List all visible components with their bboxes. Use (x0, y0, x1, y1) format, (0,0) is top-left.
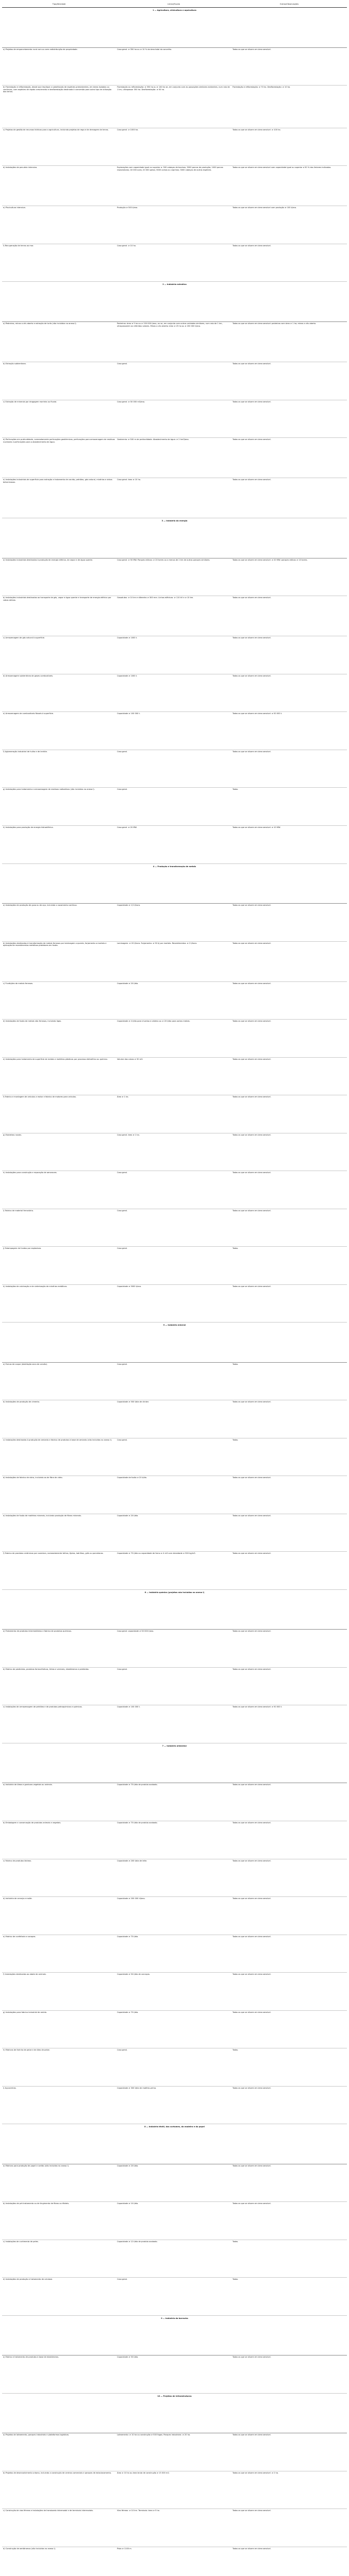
cell-threshold: Capacidade ≥ 75 t/dia de produto acabado. (116, 1821, 231, 1859)
cell-project-type: e) Armazenagem de combustíveis fósseis à superfície. (2, 712, 116, 750)
table-row (2, 2547, 347, 2576)
cell-threshold: Capacidade ≥ 200 000 hl/ano. (116, 1897, 231, 1935)
cell-notes: Todos os que se situem em área sensível. (231, 2433, 347, 2471)
cell-threshold: Caso geral. (116, 362, 231, 400)
cell-notes: Todas as que se situem em área sensível. (231, 941, 347, 981)
table-row (2, 1552, 347, 1590)
table-row (2, 1859, 347, 1897)
table-row (2, 128, 347, 166)
cell-project-type: c) Instalações de curtimenta de peles. (2, 2240, 116, 2278)
cell-notes: Todas as que se situem em área sensível. (231, 1821, 347, 1859)
cell-threshold: Caso geral. (116, 1667, 231, 1705)
cell-project-type: c) Projetos de gestão de recursos hídricos para a agricultura, incluindo projetos de rega e de drenagem de terras. (2, 128, 116, 166)
cell-project-type: a) Instalações de produção de gusa ou de aço, incluindo o vazamento contínuo. (2, 904, 116, 942)
table-row (2, 206, 347, 244)
cell-threshold: Capacidade ≥ 75 t/dia. (116, 1935, 231, 1973)
section-title: 8 — Indústria têxtil, dos curtumes, da madeira e do papel (2, 2124, 347, 2164)
table-row (2, 321, 347, 362)
cell-project-type: e) Fabrico de confeitaria e xaropes. (2, 1935, 116, 1973)
cell-project-type: c) Instalações de armazenagem de petróleo e de produtos petroquímicos e químicos. (2, 1705, 116, 1743)
table-row (2, 788, 347, 826)
cell-project-type: k) Instalações de calcinação e de sinterização de minérios metálicos. (2, 1284, 116, 1323)
table-row (2, 2433, 347, 2471)
cell-notes: Todos os que se situem em área sensível. (231, 244, 347, 282)
table-row (2, 2086, 347, 2124)
table-row (2, 712, 347, 750)
cell-notes: Todas as que se situem em área sensível: pedreiras com área ≥ 1 ha; minas a céu aberto. (231, 321, 347, 362)
cell-project-type: f) Instalações destinadas ao abate de animais. (2, 1973, 116, 2011)
cell-project-type: c) Fabrico de produtos lácteos. (2, 1859, 116, 1897)
section-heading-row (2, 2315, 347, 2355)
cell-project-type: f) Aglomeração industrial de hulha e de lenhite. (2, 750, 116, 788)
cell-threshold: Caso geral. (116, 2048, 231, 2087)
cell-notes: Todas as que se situem em área sensível. (231, 362, 347, 400)
cell-notes: Todas as que se situem em área sensível. (231, 1935, 347, 1973)
cell-threshold: Pista ≥ 1100 m. (116, 2547, 231, 2576)
cell-notes: Todas as que se situem em área sensível. (231, 1476, 347, 1514)
table-row (2, 244, 347, 282)
table-row (2, 981, 347, 1020)
cell-threshold: Área ≥ 10 ha ou área bruta de construção ≥ 15 000 m2. (116, 2471, 231, 2509)
cell-notes: Todos os que se situem em área sensível. (231, 1095, 347, 1133)
section-heading-row (2, 1323, 347, 1363)
cell-threshold: Laminagem: ≥ 20 t/hora. Forjamento: ≥ 50 kJ por martelo. Revestimentos: ≥ 2 t/hora. (116, 941, 231, 981)
cell-notes: Todas as que se situem em área sensível. (231, 438, 347, 478)
cell-notes: Todos os que se situem em área sensível. (231, 2509, 347, 2547)
cell-threshold: Gasodutos: ≥ 10 km e diâmetro ≥ 300 mm. Linhas elétricas: ≥ 110 kV e ≥ 10 km. (116, 596, 231, 636)
cell-threshold: Capacidade ≥ 50 t/dia de carcaças. (116, 1973, 231, 2011)
cell-threshold: Caso geral: ≥ 20 MW. (116, 825, 231, 863)
cell-notes: Todos os que se situem em área sensível. (231, 2547, 347, 2576)
cell-project-type: h) Instalações para produção de energia hidroelétrica. (2, 825, 116, 863)
cell-threshold: Capacidade ≥ 2,5 t/hora. (116, 904, 231, 942)
cell-project-type: h) Fábricas de farinha de peixe e de óleo de peixe. (2, 2048, 116, 2087)
section-heading-row (2, 282, 347, 322)
table-row (2, 1133, 347, 1171)
cell-notes: Todos os que se situem em área sensível com capacidade igual ou superior a 50 % dos limiares indicados. (231, 166, 347, 206)
cell-project-type: b) Fabrico de pesticidas, produtos farmacêuticos, tintas e vernizes, elastómeros e peróxidos. (2, 1667, 116, 1705)
section-title: 1 — Agricultura, silvicultura e aquicultura (2, 8, 347, 48)
table-row (2, 400, 347, 438)
cell-project-type: d) Construção de aeródromos (não incluídos no anexo I). (2, 2547, 116, 2576)
table-row (2, 47, 347, 86)
section-title: 3 — Indústria da energia (2, 518, 347, 558)
cell-threshold: Capacidade ≥ 4 t/dia para chumbo e cádmio ou ≥ 20 t/dia para outros metais. (116, 1020, 231, 1058)
section-heading-row (2, 8, 347, 48)
cell-project-type: c) Armazenagem de gás natural à superfície. (2, 636, 116, 674)
cell-project-type: b) Instalações de pré-tratamento ou de tingimento de fibras ou têxteis. (2, 2202, 116, 2240)
cell-project-type: d) Armazenagem subterrânea de gases combustíveis. (2, 674, 116, 712)
cell-notes: Todas as que se situem em área sensível. (231, 1284, 347, 1323)
cell-project-type: b) Florestação e reflorestação, desde que implique a substituição de espécies preexistentes, em áreas isoladas ou contínuas, com espécies de rápido crescimento e desflorestação destinada à conversão para outro tipo de utilização das terras. (2, 86, 116, 128)
cell-threshold: Explorações com capacidade igual ou superior a: 500 cabeças de bovinos; 3000 porcos de produção; 1000 porcas reprodutoras; 40 000 aves; 20 000 patos; 3000 ovinos ou caprinos; 3000 cabeças de outras espécies. (116, 166, 231, 206)
table-row (2, 1362, 347, 1400)
annex-table (2, 2, 347, 2576)
section-title: 2 — Indústria extrativa (2, 282, 347, 322)
cell-notes: Todas. (231, 2240, 347, 2278)
cell-notes: Todas. (231, 1438, 347, 1476)
table-row (2, 1514, 347, 1552)
cell-project-type: e) Instalações de fusão de matérias minerais, incluindo produção de fibras minerais. (2, 1514, 116, 1552)
cell-notes: Todos os que se situem em área sensível. (231, 1133, 347, 1171)
table-row (2, 1020, 347, 1058)
cell-project-type: a) Projetos de loteamento, parques industriais e plataformas logísticas. (2, 2433, 116, 2471)
section-heading-row (2, 2124, 347, 2164)
column-header-notes: Outras/Observações (231, 2, 347, 8)
cell-notes: Todas as que se situem em área sensível. (231, 596, 347, 636)
table-row (2, 941, 347, 981)
cell-notes: Todos os que se situem em área sensível. (231, 1209, 347, 1247)
cell-project-type: e) Instalações para tratamento de superfície de metais e matérias plásticas por processo eletrolítico ou químico. (2, 1057, 116, 1095)
cell-project-type: a) Instalações industriais destinadas à produção de energia elétrica, de vapor e de água quente. (2, 558, 116, 596)
cell-project-type: b) Extração subterrânea. (2, 362, 116, 400)
cell-notes: Todas as que se situem em área sensível: ≥ 50 000 t. (231, 1705, 347, 1743)
cell-threshold: Vias férreas: ≥ 10 km. Terminais: área ≥ 5 ha. (116, 2509, 231, 2547)
table-row (2, 1057, 347, 1095)
table-row (2, 1247, 347, 1285)
section-heading-row (2, 518, 347, 558)
cell-notes: Todos. (231, 1362, 347, 1400)
cell-threshold: Caso geral: ≥ 350 ha ou ≥ 10 % da área total do concelho. (116, 47, 231, 86)
cell-notes: Todas as que se situem em área sensível. (231, 1400, 347, 1438)
cell-notes: Todos os que se situem em área sensível. (231, 2355, 347, 2394)
cell-project-type: a) Pedreiras, minas a céu aberto e extração de turfa (não incluídos no anexo I). (2, 321, 116, 362)
cell-notes: Todas as que se situem em área sensível. (231, 1552, 347, 1590)
column-header-type: Tipo/Atividade (2, 2, 116, 8)
section-heading-row (2, 1743, 347, 1783)
cell-project-type: f) Fabrico e montagem de veículos a motor e fabrico de motores para veículos. (2, 1095, 116, 1133)
cell-project-type: f) Fabrico de produtos cerâmicos por cozedura, nomeadamente telhas, tijolos, ladrilhos, grés ou porcelanas. (2, 1552, 116, 1590)
cell-notes: Todos. (231, 1247, 347, 1285)
cell-project-type: i) Açucareiras. (2, 2086, 116, 2124)
cell-notes: Todas as que se situem em área sensível. (231, 2086, 347, 2124)
cell-project-type: i) Fabrico de material ferroviário. (2, 1209, 116, 1247)
table-row (2, 2509, 347, 2547)
cell-notes: Todos os que se situem em área sensível. (231, 47, 347, 86)
cell-notes: Todos os que se situem em área sensível. (231, 750, 347, 788)
cell-notes: Todas as que se situem em área sensível. (231, 1783, 347, 1821)
cell-notes: Todas as que se situem em área sensível. (231, 478, 347, 518)
cell-threshold: Capacidade ≥ 10 t/dia. (116, 2202, 231, 2240)
cell-threshold: Capacidade ≥ 200 t/dia de leite. (116, 1859, 231, 1897)
table-body (2, 8, 347, 2576)
cell-project-type: b) Projetos de desenvolvimento urbano, incluindo a construção de centros comerciais e parques de estacionamento. (2, 2471, 116, 2509)
cell-project-type: c) Extração de minerais por dragagem marinha ou fluvial. (2, 400, 116, 438)
cell-project-type: b) Instalações de produção de cimento. (2, 1400, 116, 1438)
cell-notes: Todas. (231, 2048, 347, 2087)
cell-project-type: g) Instalações para tratamento e armazenagem de resíduos radioativos (não incluídas no anexo I). (2, 788, 116, 826)
cell-threshold: Capacidade ≥ 75 t/dia ou capacidade de forno ≥ 4 m3 com densidade ≥ 300 kg/m3. (116, 1552, 231, 1590)
cell-threshold: Área ≥ 1 ha. (116, 1095, 231, 1133)
section-heading-row (2, 1589, 347, 1630)
cell-notes: Todas as que se situem em área sensível: ≥ 10 MW. (231, 825, 347, 863)
cell-notes: Todas as que se situem em área sensível. (231, 1057, 347, 1095)
table-row (2, 2278, 347, 2316)
cell-notes: Todas as que se situem em área sensível. (231, 1973, 347, 2011)
cell-threshold: Caso geral: ≥ 10 ha. (116, 244, 231, 282)
cell-threshold: Capacidade ≥ 300 t/dia de matéria-prima. (116, 2086, 231, 2124)
cell-notes: Todas as que se situem em área sensível. (231, 1171, 347, 1209)
cell-project-type: a) Fornos de coque (destilação seca de carvão). (2, 1362, 116, 1400)
cell-threshold: Caso geral. (116, 2278, 231, 2316)
cell-notes: Todas. (231, 788, 347, 826)
table-row (2, 750, 347, 788)
cell-threshold: Caso geral: ≥ 1000 ha. (116, 128, 231, 166)
cell-notes: Todos os que se situem em área sensível. (231, 636, 347, 674)
cell-threshold: Florestação ou reflorestação: ≥ 350 ha ou ≥ 140 ha se, em conjunto com as povoações similares existentes, num raio de 1 km, ultrapassar 350 ha. Desflorestação: ≥ 50 ha. (116, 86, 231, 128)
cell-project-type: b) Embalagem e conservação de produtos animais e vegetais. (2, 1821, 116, 1859)
cell-project-type: d) Instalações de produção e tratamento de celulose. (2, 2278, 116, 2316)
table-row (2, 1667, 347, 1705)
cell-threshold: Caso geral. (116, 1209, 231, 1247)
table-row (2, 1476, 347, 1514)
table-row (2, 1171, 347, 1209)
cell-threshold: Capacidade ≥ 75 t/dia. (116, 2010, 231, 2048)
cell-project-type: c) Instalações destinadas à produção de amianto e fabrico de produtos à base de amianto (não incluídas no anexo I). (2, 1438, 116, 1476)
cell-project-type: f) Recuperação de terras ao mar. (2, 244, 116, 282)
cell-notes: Todas. (231, 2278, 347, 2316)
cell-notes: Todas as que se situem em área sensível. (231, 2202, 347, 2240)
document-page (2, 2, 347, 2576)
cell-notes: Todos os que se situem em área sensível: ≥ 50 000 t. (231, 712, 347, 750)
section-title: 6 — Indústria química (projetos não incluídos no anexo I) (2, 1589, 347, 1630)
table-row (2, 1438, 347, 1476)
cell-threshold: Caso geral: ≥ 50 MW. Parques eólicos: ≥ 20 torres ou a menos de 2 km de outros parques similares. (116, 558, 231, 596)
table-row (2, 2355, 347, 2394)
cell-threshold: Capacidade ≥ 500 t/dia de clinker. (116, 1400, 231, 1438)
table-row (2, 2471, 347, 2509)
table-row (2, 1783, 347, 1821)
cell-notes: Todos os que se situem em área sensível: ≥ 100 ha. (231, 128, 347, 166)
column-header-threshold: Limiar/Escala (116, 2, 231, 8)
section-title: 7 — Indústria alimentar (2, 1743, 347, 1783)
table-row (2, 2240, 347, 2278)
cell-notes: Todas as que se situem em área sensível. (231, 904, 347, 942)
table-row (2, 596, 347, 636)
cell-project-type: d) Instalações de fusão de metais não ferrosos, incluindo ligas. (2, 1020, 116, 1058)
cell-threshold: Caso geral. (116, 1362, 231, 1400)
cell-project-type: h) Instalações para construção e reparação de aeronaves. (2, 1171, 116, 1209)
cell-notes: Todas as que se situem em área sensível. (231, 1897, 347, 1935)
cell-project-type: d) Instalações de pecuária intensiva. (2, 166, 116, 206)
cell-project-type: c) Construção de vias férreas e instalações de transbordo intermodal e de terminais intermodais. (2, 2509, 116, 2547)
cell-project-type: c) Fundições de metais ferrosos. (2, 981, 116, 1020)
table-row (2, 1821, 347, 1859)
cell-threshold: Capacidade ≥ 100 000 t. (116, 712, 231, 750)
cell-notes: Florestação e reflorestação: ≥ 70 ha. Desflorestação: ≥ 10 ha. (231, 86, 347, 128)
cell-project-type: d) Perfurações em profundidade, nomeadamente perfurações geotérmicas, perfurações para armazenagem de resíduos nucleares e perfurações para o abastecimento de água. (2, 438, 116, 478)
table-row (2, 478, 347, 518)
cell-project-type: e) Piscicultura intensiva. (2, 206, 116, 244)
cell-threshold: Capacidade ≥ 100 000 t. (116, 1705, 231, 1743)
table-row (2, 1935, 347, 1973)
table-row (2, 825, 347, 863)
cell-threshold: Capacidade ≥ 50 t/dia. (116, 2355, 231, 2394)
cell-threshold: Caso geral. (116, 788, 231, 826)
cell-threshold: Volume das cubas ≥ 30 m3. (116, 1057, 231, 1095)
table-row (2, 2164, 347, 2202)
cell-notes: Todas as que se situem em área sensível. (231, 2164, 347, 2202)
cell-threshold: Capacidade ≥ 1000 t. (116, 674, 231, 712)
cell-threshold: Caso geral. (116, 750, 231, 788)
cell-notes: Todos os que se situem em área sensível. (231, 400, 347, 438)
table-row (2, 2010, 347, 2048)
cell-threshold: Caso geral: área ≥ 10 ha. (116, 478, 231, 518)
cell-threshold: Capacidade ≥ 1000 t. (116, 636, 231, 674)
table-row (2, 362, 347, 400)
section-heading-row (2, 2393, 347, 2433)
cell-project-type: a) Projetos de emparcelamento rural com ou sem redistribuição de propriedade. (2, 47, 116, 86)
table-row (2, 1973, 347, 2011)
section-title: 4 — Produção e transformação de metais (2, 863, 347, 904)
table-header-row (2, 2, 347, 8)
table-row (2, 1284, 347, 1323)
cell-project-type: b) Instalações industriais destinadas ao transporte de gás, vapor e água quente e transporte de energia elétrica por cabos aéreos. (2, 596, 116, 636)
table-row (2, 2202, 347, 2240)
cell-project-type: a) Indústria de óleos e gorduras vegetais ou animais. (2, 1783, 116, 1821)
table-row (2, 904, 347, 942)
cell-notes: Todas as que se situem em área sensível. (231, 1020, 347, 1058)
cell-notes: Todas as que se situem em área sensível. (231, 1859, 347, 1897)
table-row (2, 1705, 347, 1743)
section-title: 9 — Indústria da borracha (2, 2315, 347, 2355)
cell-notes: Todas as que se situem em área sensível. (231, 1630, 347, 1668)
cell-notes: Todas as que se situem em área sensível. (231, 1514, 347, 1552)
cell-notes: Todas as que se situem em área sensível. (231, 2010, 347, 2048)
cell-notes: Todos os que se situem em área sensível. (231, 1667, 347, 1705)
cell-project-type: b) Instalações destinadas à transformação de metais ferrosos por laminagem a quente, forjamento a martelo e aplicação de revestimentos metálicos protetores em fusão. (2, 941, 116, 981)
table-row (2, 636, 347, 674)
cell-project-type: g) Estaleiros navais. (2, 1133, 116, 1171)
cell-threshold: Capacidade ≥ 12 t/dia de produto acabado. (116, 2240, 231, 2278)
cell-threshold: Caso geral. (116, 1438, 231, 1476)
table-row (2, 438, 347, 478)
cell-threshold: Capacidade ≥ 75 t/dia de produto acabado. (116, 1783, 231, 1821)
cell-threshold: Capacidade ≥ 20 t/dia. (116, 1514, 231, 1552)
cell-threshold: Caso geral. (116, 1247, 231, 1285)
table-row (2, 558, 347, 596)
cell-threshold: Capacidade ≥ 5000 t/ano. (116, 1284, 231, 1323)
cell-project-type: a) Fabrico e tratamento de produtos à base de elastómeros. (2, 2355, 116, 2394)
cell-threshold: Produção ≥ 500 t/ano. (116, 206, 231, 244)
cell-threshold: Geotermia: ≥ 500 m de profundidade. Abastecimento de água: ≥ 2 hm3/ano. (116, 438, 231, 478)
cell-notes: Todas as que se situem em área sensível. (231, 981, 347, 1020)
cell-threshold: Caso geral. (116, 1171, 231, 1209)
cell-threshold: Capacidade ≥ 20 t/dia. (116, 2164, 231, 2202)
table-row (2, 1897, 347, 1935)
cell-notes: Todos os que se situem em área sensível. (231, 674, 347, 712)
table-row (2, 1630, 347, 1668)
cell-project-type: a) Fábricas para produção de papel e cartão (não incluídas no anexo I). (2, 2164, 116, 2202)
cell-project-type: a) Tratamento de produtos intermediários e fabrico de produtos químicos. (2, 1630, 116, 1668)
section-heading-row (2, 863, 347, 904)
cell-threshold: Capacidade ≥ 20 t/dia. (116, 981, 231, 1020)
table-row (2, 1400, 347, 1438)
table-row (2, 674, 347, 712)
cell-threshold: Caso geral: ≥ 50 000 m3/ano. (116, 400, 231, 438)
cell-threshold: Loteamento: ≥ 10 ha ou construção ≥ 500 fogos. Parques industriais: ≥ 20 ha. (116, 2433, 231, 2471)
cell-notes: Todos os que se situem em área sensível: ≥ 2 ha. (231, 2471, 347, 2509)
section-title: 5 — Indústria mineral (2, 1323, 347, 1363)
table-row (2, 1209, 347, 1247)
cell-threshold: Pedreiras: área ≥ 5 ha ou ≥ 150 000 t/ano, ou se, em conjunto com outras unidades similares, num raio de 1 km, ultrapassarem os referidos valores. Minas a céu aberto: área ≥ 25 ha ou ≥ 200 000 t/ano. (116, 321, 231, 362)
table-row (2, 1095, 347, 1133)
table-row (2, 2048, 347, 2087)
table-row (2, 86, 347, 128)
cell-project-type: j) Estampagem de fundos por explosivos. (2, 1247, 116, 1285)
cell-threshold: Capacidade de fusão ≥ 20 t/dia. (116, 1476, 231, 1514)
cell-project-type: g) Instalações para fabrico industrial de amido. (2, 2010, 116, 2048)
cell-project-type: e) Instalações industriais de superfície para extração e tratamento de carvão, petróleo, gás natural, minérios e xistos betuminosos. (2, 478, 116, 518)
cell-notes: Todas as que se situem em área sensível: ≥ 20 MW; parques eólicos ≥ 10 torres. (231, 558, 347, 596)
table-row (2, 166, 347, 206)
cell-project-type: d) Instalações de fabrico de vidro, incluindo as de fibra de vidro. (2, 1476, 116, 1514)
cell-notes: Todas as que se situem em área sensível com produção ≥ 100 t/ano. (231, 206, 347, 244)
cell-threshold: Caso geral: área ≥ 1 ha. (116, 1133, 231, 1171)
cell-project-type: d) Indústria de cerveja e malte. (2, 1897, 116, 1935)
section-title: 10 — Projetos de infraestruturas (2, 2393, 347, 2433)
cell-threshold: Caso geral: capacidade ≥ 50 000 t/ano. (116, 1630, 231, 1668)
